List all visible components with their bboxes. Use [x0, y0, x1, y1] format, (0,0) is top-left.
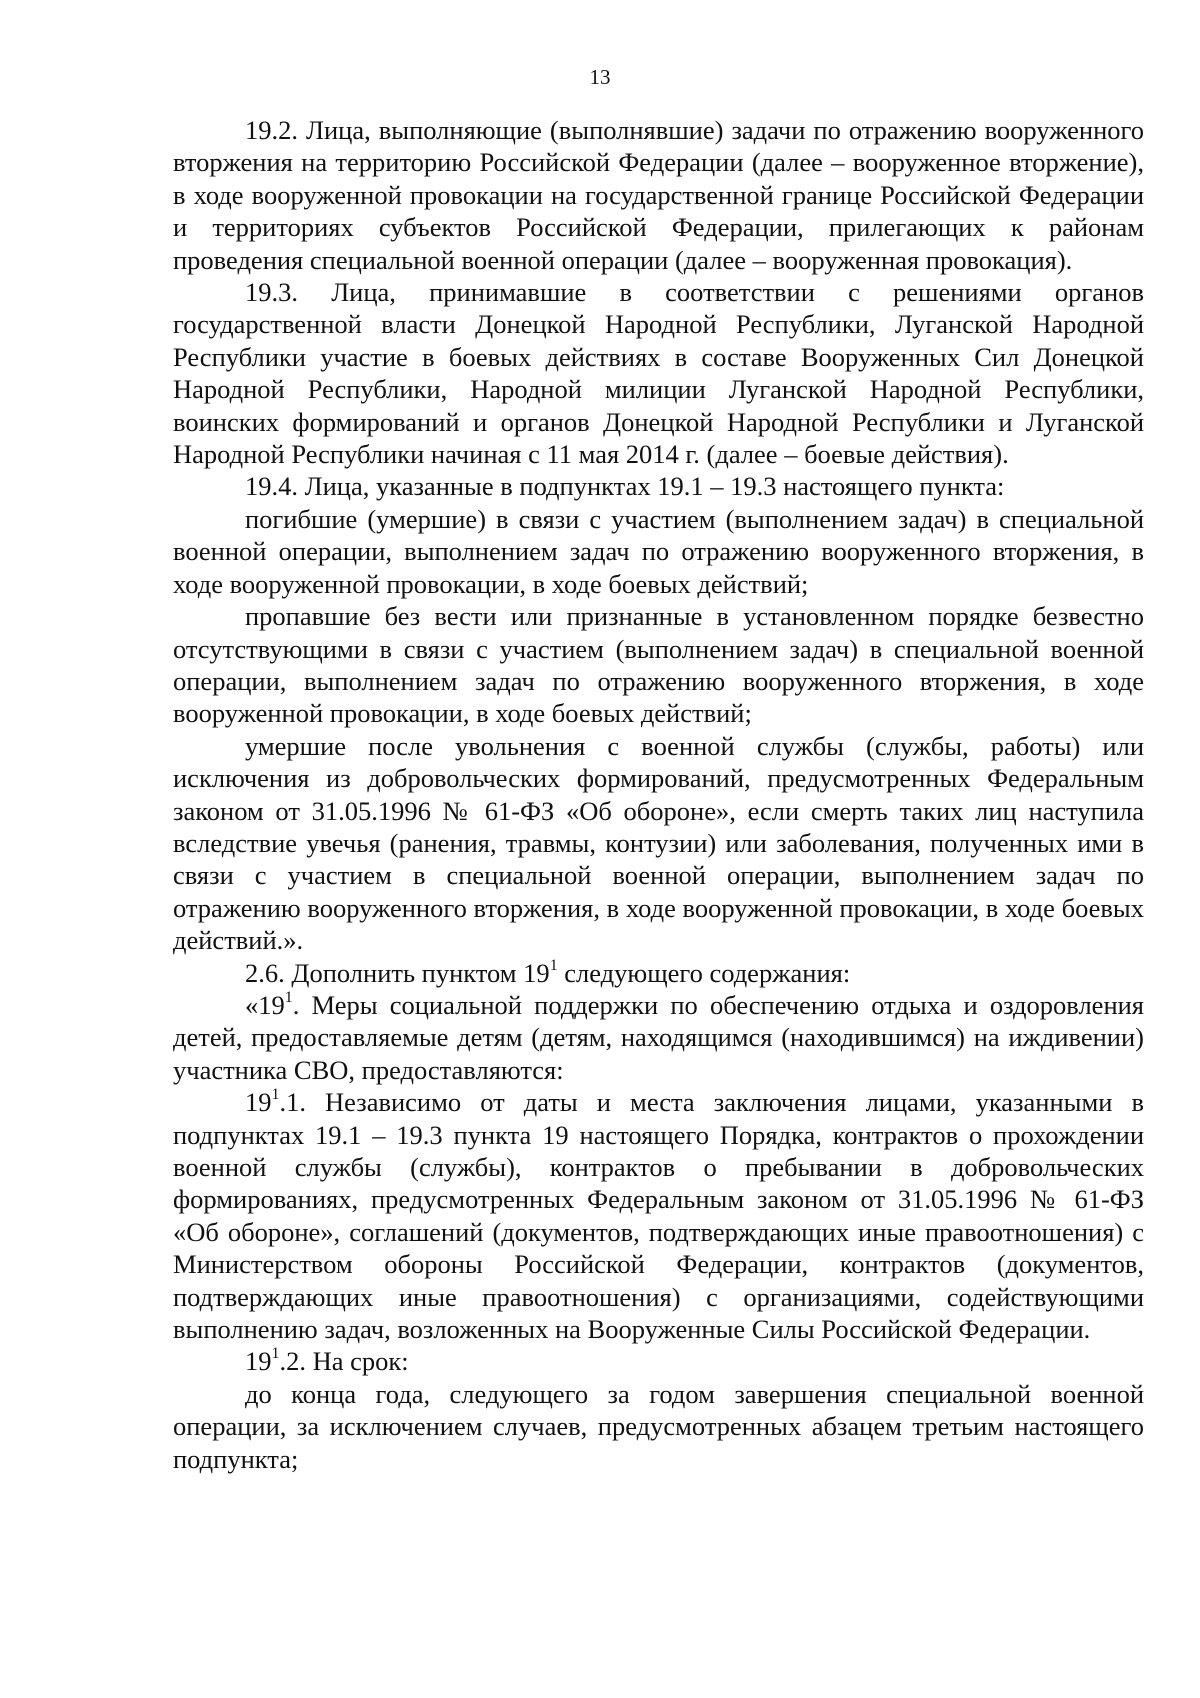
paragraph-19-1-1: $19^1.1$. Независимо от даты и места заключения лицами, указанными в подпунктах 19.1 – 19.3 пункта 19 настоящего Порядка, контрактов о прохождении военной службы (службы), контрактов о пребывании в добровольческих формированиях, предусмотренных Федеральным законом от 31.05.1996 № 61-ФЗ «Об обороне», соглашений (документов, подтверждающих иные правоотношения) с Министерством обороны Российской Федерации, контрактов (документов, подтверждающих иные правоотношения) с организациями, содействующими выполнению задач, возложенных на Вооруженные Силы Российской Федерации.	[173, 1086, 1144, 1345]
page-number: 13	[589, 65, 611, 89]
paragraph-19-1-2: $19^1.2$. На срок:	[245, 1345, 409, 1377]
paragraph-19-4-missing: пропавшие без вести или признанные в установленном порядке безвестно отсутствующими в связи с участием (выполнением задач) в специальной военной операции, выполнением задач по отражению вооруженного вторжения, в ходе вооруженной провокации, в ходе боевых действий;	[173, 601, 1144, 729]
paragraph-2-6: 2.6. Дополнить пунктом $19^1$ следующего содержания:	[245, 956, 851, 988]
paragraph-19-3: 19.3. Лица, принимавшие в соответствии с решениями органов государственной власти Донецкой Народной Республики, Луганской Народной Республики участие в боевых действиях в составе Вооруженных Сил Донецкой Народной Республики, Народной милиции Луганской Народной Республики, воинских формирований и органов Донецкой Народной Республики и Луганской Народной Республики начиная с 11 мая 2014 г. (далее – боевые действия).	[173, 277, 1144, 470]
paragraph-19-2: 19.2. Лица, выполняющие (выполнявшие) задачи по отражению вооруженного вторжения на территорию Российской Федерации (далее – вооруженное вторжение), в ходе вооруженной провокации на государственной границе Российской Федерации и территориях субъектов Российской Федерации, прилегающих к районам проведения специальной военной операции (далее – вооруженная провокация).	[173, 115, 1144, 275]
paragraph-19-4-killed: погибшие (умершие) в связи с участием (выполнением задач) в специальной военной операции, выполнением задач по отражению вооруженного вторжения, в ходе вооруженной провокации, в ходе боевых действий;	[173, 503, 1144, 599]
paragraph-19-4-died-after-discharge: умершие после увольнения с военной службы (службы, работы) или исключения из добровольческих формирований, предусмотренных Федеральным законом от 31.05.1996 № 61-ФЗ «Об обороне», если смерть таких лиц наступила вследствие увечья (ранения, травмы, контузии) или заболевания, полученных ими в связи с участием в специальной военной операции, выполнением задач по отражению вооруженного вторжения, в ходе вооруженной провокации, в ходе боевых действий.».	[173, 730, 1144, 956]
document-body	[173, 114, 1144, 1475]
paragraph-19-1-2-term: до конца года, следующего за годом завершения специальной военной операции, за исключением случаев, предусмотренных абзацем третьим настоящего подпункта;	[173, 1378, 1144, 1474]
paragraph-19-1-measures: «$19^1$. Меры социальной поддержки по обеспечению отдыха и оздоровления детей, предоставляемые детям (детям, находящимся (находившимся) на иждивении) участника СВО, предоставляются:	[173, 989, 1144, 1085]
paragraph-19-4: 19.4. Лица, указанные в подпунктах 19.1 – 19.3 настоящего пункта:	[245, 471, 1005, 502]
